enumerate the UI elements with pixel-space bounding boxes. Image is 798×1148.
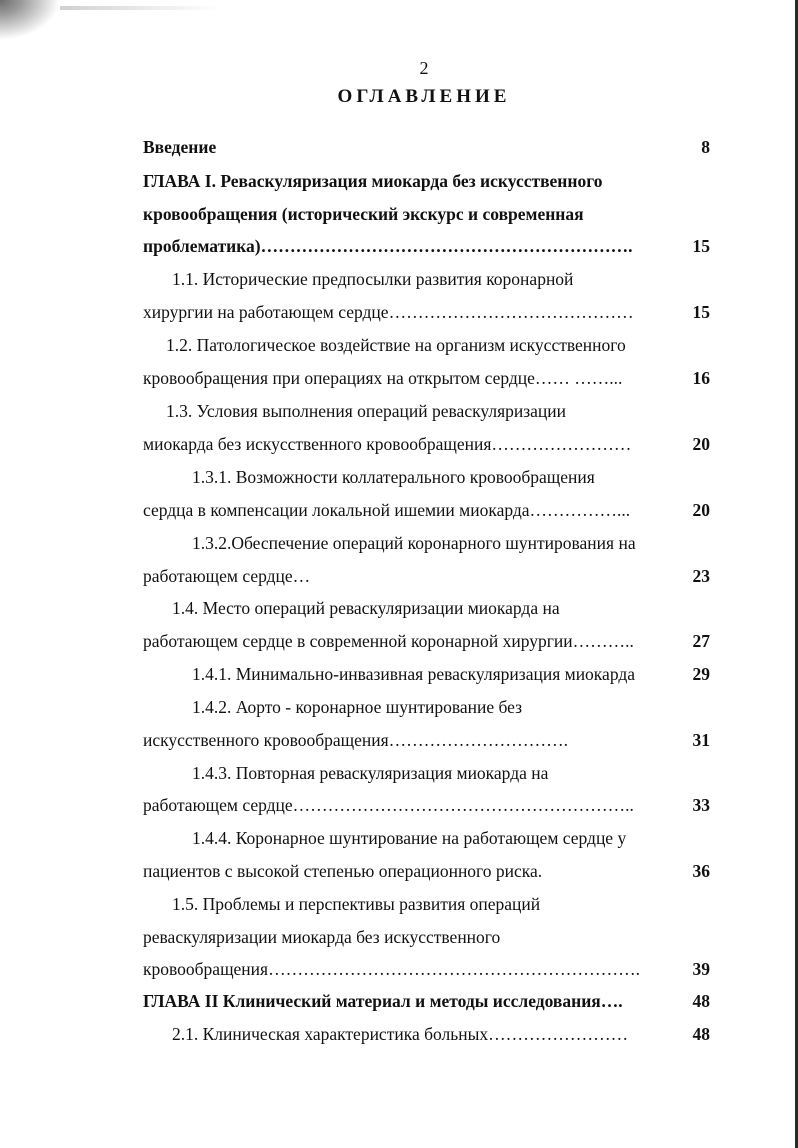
toc-entry-text: работающем сердце… <box>143 566 311 586</box>
toc-entry <box>0 954 798 984</box>
toc-entry-text: 1.4.3. Повторная реваскуляризация миокарда на <box>192 763 549 783</box>
toc-entry <box>0 199 798 229</box>
toc-entry-text: кровообращения при операциях на открытом сердце…… ……... <box>143 368 623 388</box>
toc-entry <box>0 363 798 393</box>
toc-entry-text: кровообращения (исторический экскурс и современная <box>143 204 584 224</box>
toc-entry-text: Введение <box>143 137 217 157</box>
toc-entry <box>0 889 798 919</box>
toc-entry <box>0 922 798 952</box>
toc-entry <box>0 528 798 558</box>
toc-entry-text: миокарда без искусственного кровообращения…………………… <box>143 434 632 454</box>
toc-entry-page: 33 <box>692 795 710 815</box>
toc-entry <box>0 264 798 294</box>
toc-entry-text: 1.4. Место операций реваскуляризации миокарда на <box>172 598 560 618</box>
toc-entry-page: 15 <box>692 236 710 256</box>
toc-entry-text: 2.1. Клиническая характеристика больных…………………… <box>172 1024 629 1044</box>
toc-entry <box>0 725 798 755</box>
toc-entry-page: 31 <box>692 730 710 750</box>
toc-entry-page: 48 <box>692 991 710 1011</box>
toc-entry <box>0 132 798 162</box>
toc-entry-page: 8 <box>701 137 710 157</box>
toc-entry-page: 36 <box>692 861 710 881</box>
toc-entry-text: искусственного кровообращения…………………………. <box>143 730 569 750</box>
toc-entry-text: 1.3.1. Возможности коллатерального кровообращения <box>192 467 595 487</box>
toc-entry-text: ГЛАВА I. Реваскуляризация миокарда без искусственного <box>143 171 603 191</box>
toc-entry-text: ГЛАВА II Клинический материал и методы исследования…. <box>143 991 623 1011</box>
scan-artifact <box>0 0 60 40</box>
toc-entry <box>0 593 798 623</box>
toc-entry-page: 27 <box>692 631 710 651</box>
toc-entry-text: проблематика)………………………………………………………. <box>143 236 633 256</box>
toc-entry <box>0 561 798 591</box>
scan-streak <box>60 6 220 10</box>
toc-entry-text: 1.3.2.Обеспечение операций коронарного шунтирования на <box>192 533 636 553</box>
toc-entry-text: работающем сердце………………………………………………….. <box>143 795 634 815</box>
toc-entry <box>0 495 798 525</box>
toc-entry-text: работающем сердце в современной коронарной хирургии……….. <box>143 631 634 651</box>
toc-entry <box>0 758 798 788</box>
toc-entry-page: 48 <box>692 1024 710 1044</box>
toc-entry <box>0 166 798 196</box>
toc-entry <box>0 231 798 261</box>
toc-entry <box>0 626 798 656</box>
toc-entry-text: 1.4.1. Минимально-инвазивная реваскуляризация миокарда <box>192 664 636 684</box>
toc-entry-text: 1.3. Условия выполнения операций реваскуляризации <box>166 401 567 421</box>
toc-entry <box>0 297 798 327</box>
toc-entry-page: 20 <box>692 500 710 520</box>
toc-entry-text: кровообращения………………………………………………………. <box>143 959 640 979</box>
toc-entry <box>0 856 798 886</box>
toc-entry-page: 29 <box>692 664 710 684</box>
toc-entry <box>0 429 798 459</box>
toc-entry <box>0 823 798 853</box>
toc-entry-page: 16 <box>692 368 710 388</box>
page-number: 2 <box>419 58 429 78</box>
page-title: ОГЛАВЛЕНИЕ <box>337 86 511 107</box>
toc-entry-text: 1.1. Исторические предпосылки развития коронарной <box>172 269 574 289</box>
toc-entry <box>0 1019 798 1049</box>
toc-entry <box>0 659 798 689</box>
toc-entry-text: 1.5. Проблемы и перспективы развития операций <box>172 894 541 914</box>
toc-entry-text: сердца в компенсации локальной ишемии миокарда……………... <box>143 500 631 520</box>
toc-entry-page: 20 <box>692 434 710 454</box>
toc-entry-page: 39 <box>692 959 710 979</box>
toc-entry <box>0 790 798 820</box>
toc-entry-page: 23 <box>692 566 710 586</box>
toc-entry-text: 1.2. Патологическое воздействие на организм искусственного <box>166 335 626 355</box>
toc-entry-text: пациентов с высокой степенью операционного риска. <box>143 861 543 881</box>
toc-entry-page: 15 <box>692 302 710 322</box>
toc-entry <box>0 330 798 360</box>
toc-entry <box>0 462 798 492</box>
toc-entry <box>0 692 798 722</box>
toc-entry-text: 1.4.4. Коронарное шунтирование на работающем сердце у <box>192 828 627 848</box>
toc-entry <box>0 986 798 1016</box>
toc-entry-text: 1.4.2. Аорто - коронарное шунтирование без <box>192 697 523 717</box>
toc-entry <box>0 396 798 426</box>
toc-entry-text: хирургии на работающем сердце…………………………………… <box>143 302 634 322</box>
toc-entry-text: реваскуляризации миокарда без искусственного <box>143 927 501 947</box>
